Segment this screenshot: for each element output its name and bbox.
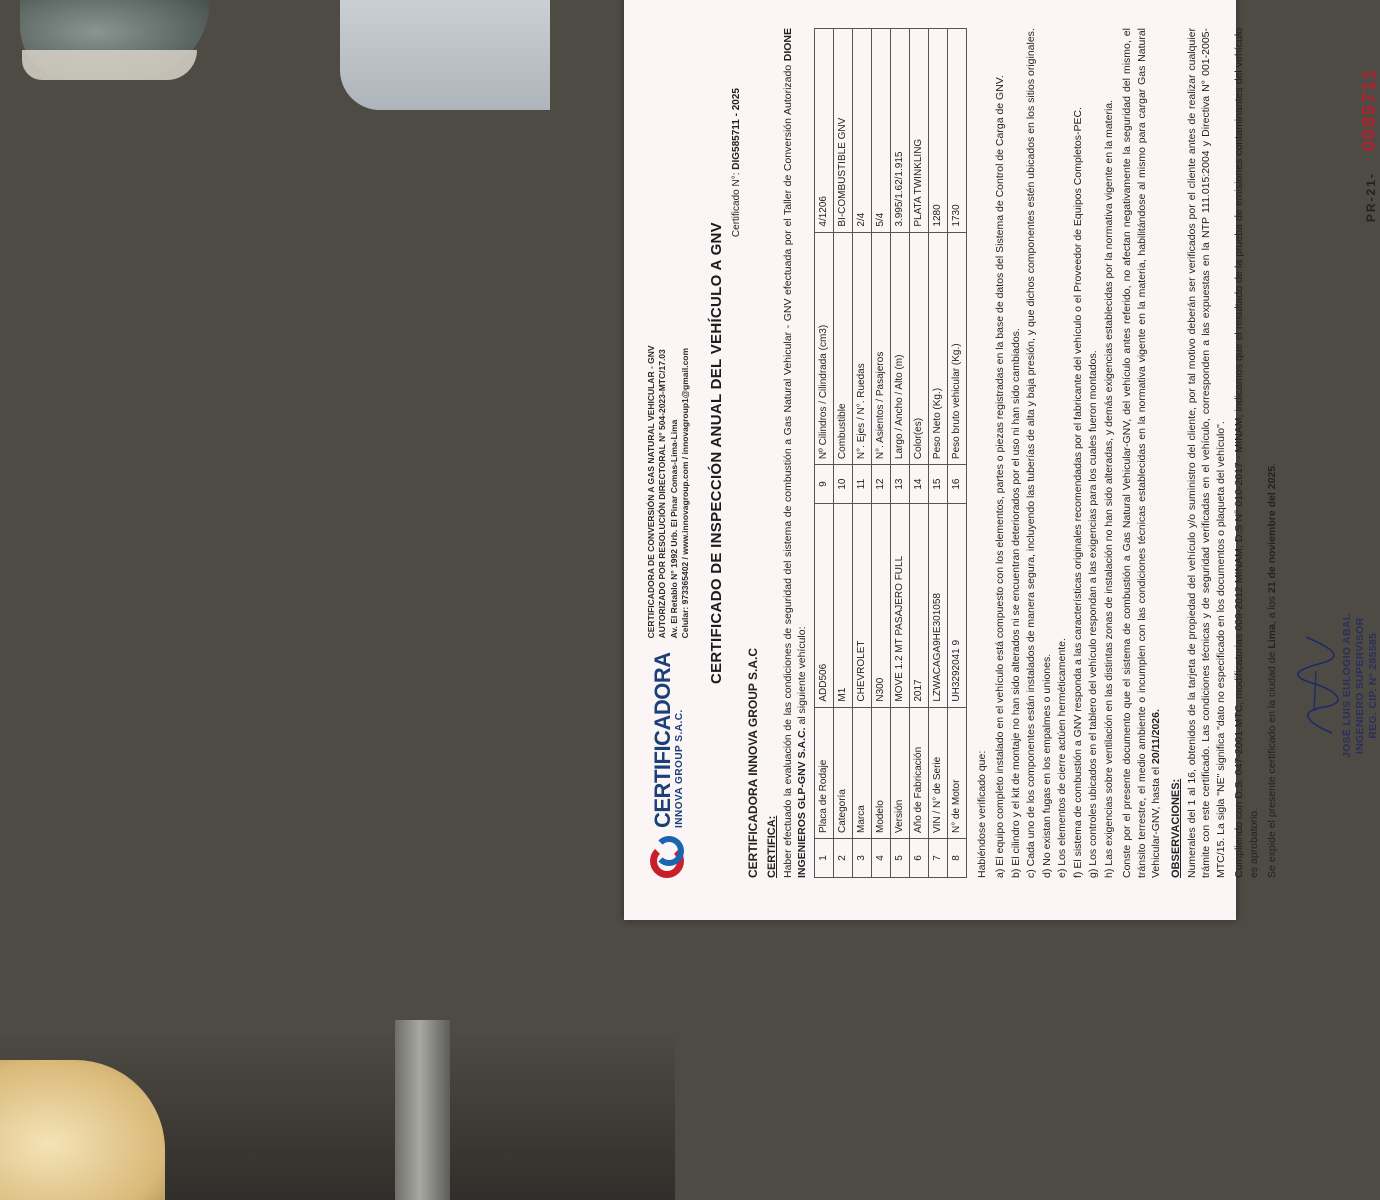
intro-text-end: al siguiente vehículo:: [796, 626, 809, 725]
row-number: 5: [890, 839, 909, 878]
row-value: BI-COMBUSTIBLE GNV: [833, 29, 852, 233]
signer-role: INGENIERO SUPERVISOR: [1353, 617, 1366, 755]
company-logo: [650, 652, 688, 878]
observaciones-1: Numerales del 1 al 16, obtenidos de la tarjeta de propiedad del vehículo y/o suministro del cliente, por tal motivo deberán ser verificados por el cliente antes de realizar cualquier trámite con este certificado. Las condiciones técnicas y de seguridad verificadas en el vehículo, corresponden a las expuestas en la NTP 111.015:2004 y Directiva N° 001-2005-MTC/15. La sigla "NE" significa "dato no especificado en los documentos o plaqueta del vehículo".: [1185, 28, 1227, 878]
vehicle-table-row: [814, 29, 833, 878]
intro-text: Haber efectuado la evaluación de las condiciones de seguridad del sistema de combustión a Gas Natural Vehicular - GNV efectuada por el Taller de Conversión Autorizado: [781, 64, 794, 878]
serial-number: [1359, 68, 1380, 222]
row-label: Peso Neto (Kg.): [928, 232, 947, 464]
row-number: 15: [928, 465, 947, 504]
handwritten-signature: [1294, 631, 1342, 741]
issued-text-2: , a los: [1266, 596, 1279, 625]
row-value: M1: [833, 504, 852, 708]
row-value: MOVE 1.2 MT PASAJERO FULL: [890, 504, 909, 708]
conste-text: Conste por el presente documento que el sistema de combustión a Gas Natural Vehicular-GNV, del vehículo antes referido, no afectan negativamente la seguridad del mismo, el tránsito terrestre, el medio ambiente o incumplen con las condiciones técnicas establecidas en la normativa vigente en la materia, habilitándose al mismo para cargar Gas Natural Vehicular-GNV, hasta el: [1121, 28, 1163, 878]
row-label: Año de Fabricación: [909, 707, 928, 838]
row-value: 3.995/1.62/1.915: [890, 29, 909, 233]
certifica-heading: CERTIFICA:: [765, 815, 778, 878]
row-label: N° de Motor: [947, 707, 966, 838]
header-info-line: AUTORIZADO POR RESOLUCIÓN DIRECTORAL N° 504-2023-MTC/17.03: [657, 349, 668, 639]
header-info-line: CERTIFICADORA DE CONVERSIÓN A GAS NATURAL VEHICULAR - GNV: [646, 345, 656, 639]
row-value: LZWACAGA9HE301058: [928, 504, 947, 708]
signer-name: JOSÉ LUIS EULOGIO ABAL: [1340, 613, 1353, 758]
row-label: Nº Cilindros / Cilindrada (cm3): [814, 232, 833, 464]
row-label: Categoría: [833, 707, 852, 838]
row-label: N°. Ejes / N°. Ruedas: [852, 232, 871, 464]
row-number: 12: [871, 465, 890, 504]
row-value: 5/4: [871, 29, 890, 233]
issued-line: Se expide el presente certificado en la ciudad de Lima, a los 21 de noviembre del 2025.: [1266, 462, 1279, 878]
vehicle-table-row: [947, 29, 966, 878]
check-item: d) No existan fugas en los empalmes o uniones.: [1040, 653, 1053, 878]
issued-city: Lima: [1266, 624, 1279, 649]
row-number: 14: [909, 465, 928, 504]
brand-name: CERTIFICADORA: [650, 652, 676, 828]
row-value: 1730: [947, 29, 966, 233]
row-label: Combustible: [833, 232, 852, 464]
verified-label: Habiéndose verificado que:: [975, 750, 988, 878]
row-value: 2017: [909, 504, 928, 708]
row-label: Placa de Rodaje: [814, 707, 833, 838]
certificate-number: [731, 88, 742, 878]
vehicle-table-row: [890, 29, 909, 878]
row-value: PLATA TWINKLING: [909, 29, 928, 233]
row-label: Color(es): [909, 232, 928, 464]
row-number: 6: [909, 839, 928, 878]
certificate-number-label: Certificado N°:: [730, 172, 742, 238]
signature-block: [1294, 614, 1380, 758]
serial-prefix: PR-21-: [1363, 172, 1378, 223]
row-number: 4: [871, 839, 890, 878]
row-number: 11: [852, 465, 871, 504]
check-item: g) Los controles ubicados en el tablero del vehículo respondan a las exigencias para los cuales fueron montados.: [1087, 350, 1100, 878]
row-label: Peso bruto vehicular (Kg.): [947, 232, 966, 464]
conste-date: 20/11/2026.: [1150, 709, 1163, 764]
document-title: CERTIFICADO DE INSPECCIÓN ANUAL DEL VEHÍCULO A GNV: [707, 222, 725, 684]
row-number: 8: [947, 839, 966, 878]
row-value: UH3292041 9: [947, 504, 966, 708]
row-number: 2: [833, 839, 852, 878]
row-value: ADD506: [814, 504, 833, 708]
header-info-line: Celular: 973365402 / www.innovagroup.com / innovagroup1@gmail.com: [680, 347, 691, 639]
check-item: a) El equipo completo instalado en el vehículo está compuesto con los elementos, partes o piezas registradas en la base de datos del Sistema de Control de Carga de GNV.: [994, 75, 1007, 878]
checks-list: [993, 28, 1116, 878]
row-label: Largo / Ancho / Alto (m): [890, 232, 909, 464]
row-value: 4/1206: [814, 29, 833, 233]
background-cloth: [340, 0, 550, 110]
check-item: b) El cilindro y el kit de montaje no han sido alterados ni se encuentran deteriorados por el uso ni han sido cambiados.: [1009, 328, 1022, 878]
row-label: Modelo: [871, 707, 890, 838]
issued-text: Se expide el presente certificado en la ciudad de: [1266, 651, 1279, 878]
vehicle-table-row: [871, 29, 890, 878]
background-shoe-sole: [22, 50, 197, 80]
row-value: CHEVROLET: [852, 504, 871, 708]
signer-reg: REG. CIP. N° 285585: [1366, 632, 1379, 739]
serial-value: 0085711: [1358, 68, 1379, 152]
header-info: [646, 345, 692, 638]
intro-taller: DIONE INGENIEROS GLP-GNV S.A.C.: [781, 28, 809, 878]
company-name: CERTIFICADORA INNOVA GROUP S.A.C: [745, 647, 760, 878]
check-item: c) Cada uno de los componentes están instalados de manera segura, incluyendo las tuberías de alta y baja presión, y que dichos componentes estén ubicados en los sitios originales.: [1025, 28, 1038, 878]
row-value: 1280: [928, 29, 947, 233]
issued-date: 21 de noviembre del 2025: [1266, 465, 1279, 594]
vehicle-table-row: [909, 29, 928, 878]
row-number: 3: [852, 839, 871, 878]
row-label: Marca: [852, 707, 871, 838]
background-pole: [395, 1020, 450, 1200]
vehicle-table-row: [928, 29, 947, 878]
certificate-sheet: [624, 0, 1379, 920]
row-label: VIN / N° de Serie: [928, 707, 947, 838]
row-label: Versión: [890, 707, 909, 838]
conste-paragraph: [1120, 28, 1163, 878]
row-number: 9: [814, 465, 833, 504]
row-number: 7: [928, 839, 947, 878]
check-item: e) Los elementos de cierre actúen herméticamente.: [1056, 638, 1069, 878]
check-item: h) Las exigencias sobre ventilación en las distintas zonas de instalación no han sido alteradas, y demás exigencias establecidas por la normativa vigente en la materia.: [1102, 99, 1115, 878]
intro-paragraph: [781, 28, 810, 878]
check-item: f) El sistema de combustión a GNV responda a las características originales recomendadas por el fabricante del vehículo o el Proveedor de Equipos Completos-PEC.: [1071, 107, 1084, 878]
row-number: 1: [814, 839, 833, 878]
row-value: N300: [871, 504, 890, 708]
vehicle-table-row: [852, 29, 871, 878]
row-value: 2/4: [852, 29, 871, 233]
row-number: 16: [947, 465, 966, 504]
observaciones-2: Cumpliendo con D.S. 047-2001-MTC, modificatorias 009-2012 MINAM, D.S N° 010-2017 - MINAM, indicamos que el resultado de la prueba de emisiones contaminantes del vehículo es aprobatorio.: [1233, 28, 1260, 878]
row-label: N°. Asientos / Pasajeros: [871, 232, 890, 464]
signature-area: [1294, 28, 1380, 878]
header: [646, 28, 692, 878]
logo-icon: [650, 834, 688, 878]
brand-subtitle: INNOVA GROUP S.A.C.: [674, 709, 686, 828]
header-info-line: Av. El Retablo N° 1992 Urb. El Pinar Comas-Lima-Lima: [668, 419, 679, 639]
observaciones-heading: OBSERVACIONES:: [1169, 778, 1182, 878]
row-number: 13: [890, 465, 909, 504]
certificate-number-value: DIG585711 - 2025: [730, 88, 742, 170]
vehicle-table: [814, 28, 967, 878]
row-number: 10: [833, 465, 852, 504]
vehicle-table-row: [833, 29, 852, 878]
